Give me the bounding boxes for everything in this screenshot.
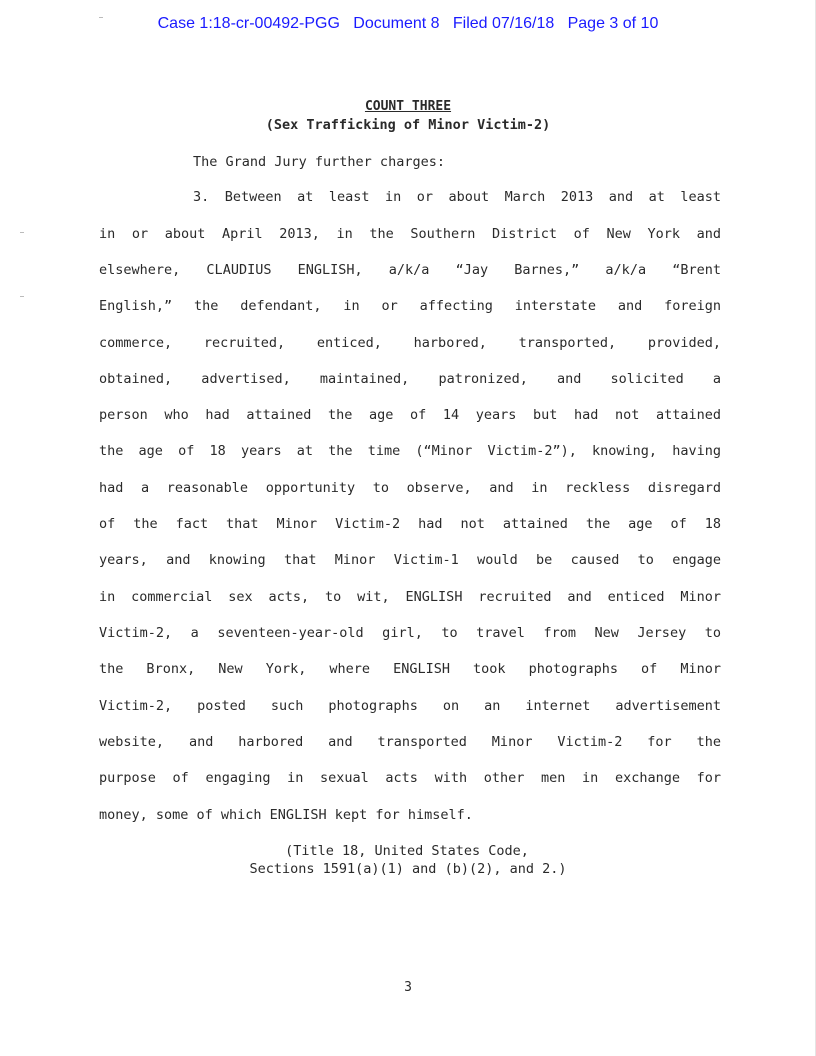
- count-subtitle: (Sex Trafficking of Minor Victim-2): [265, 117, 551, 133]
- paragraph-line: in or about April 2013, in the Southern District of New York and: [99, 226, 721, 242]
- count-title: COUNT THREE: [364, 99, 452, 114]
- paragraph-line: money, some of which ENGLISH kept for himself.: [99, 807, 473, 823]
- paragraph-line: in commercial sex acts, to wit, ENGLISH recruited and enticed Minor: [99, 589, 721, 605]
- paragraph-line: had a reasonable opportunity to observe, and in reckless disregard: [99, 480, 721, 496]
- paragraph-line: elsewhere, CLAUDIUS ENGLISH, a/k/a “Jay Barnes,” a/k/a “Brent: [99, 262, 721, 278]
- paragraph-line: 3. Between at least in or about March 2013 and at least: [193, 189, 721, 205]
- citation-line: (Title 18, United States Code,: [285, 843, 529, 859]
- paragraph-line: commerce, recruited, enticed, harbored, transported, provided,: [99, 335, 721, 351]
- scan-mark: [20, 232, 24, 233]
- paragraph-line: English,” the defendant, in or affecting interstate and foreign: [99, 298, 721, 314]
- case-header: Case 1:18-cr-00492-PGG Document 8 Filed 07/16/18 Page 3 of 10: [157, 15, 659, 32]
- paragraph-line: purpose of engaging in sexual acts with other men in exchange for: [99, 770, 721, 786]
- paragraph-line: Victim-2, a seventeen-year-old girl, to travel from New Jersey to: [99, 625, 721, 641]
- paragraph-line: Victim-2, posted such photographs on an internet advertisement: [99, 698, 721, 714]
- citation-line: Sections 1591(a)(1) and (b)(2), and 2.): [249, 861, 567, 877]
- paragraph-line: website, and harbored and transported Minor Victim-2 for the: [99, 734, 721, 750]
- paragraph-line: obtained, advertised, maintained, patronized, and solicited a: [99, 371, 721, 387]
- paragraph-line: the Bronx, New York, where ENGLISH took photographs of Minor: [99, 661, 721, 677]
- scan-mark: [99, 17, 103, 18]
- scan-mark: [20, 296, 24, 297]
- paragraph-line: the age of 18 years at the time (“Minor Victim-2”), knowing, having: [99, 443, 721, 459]
- paragraph-line: of the fact that Minor Victim-2 had not attained the age of 18: [99, 516, 721, 532]
- page-number: 3: [404, 980, 412, 995]
- paragraph-line: years, and knowing that Minor Victim-1 would be caused to engage: [99, 552, 721, 568]
- intro-text: The Grand Jury further charges:: [193, 154, 445, 170]
- paragraph-line: person who had attained the age of 14 years but had not attained: [99, 407, 721, 423]
